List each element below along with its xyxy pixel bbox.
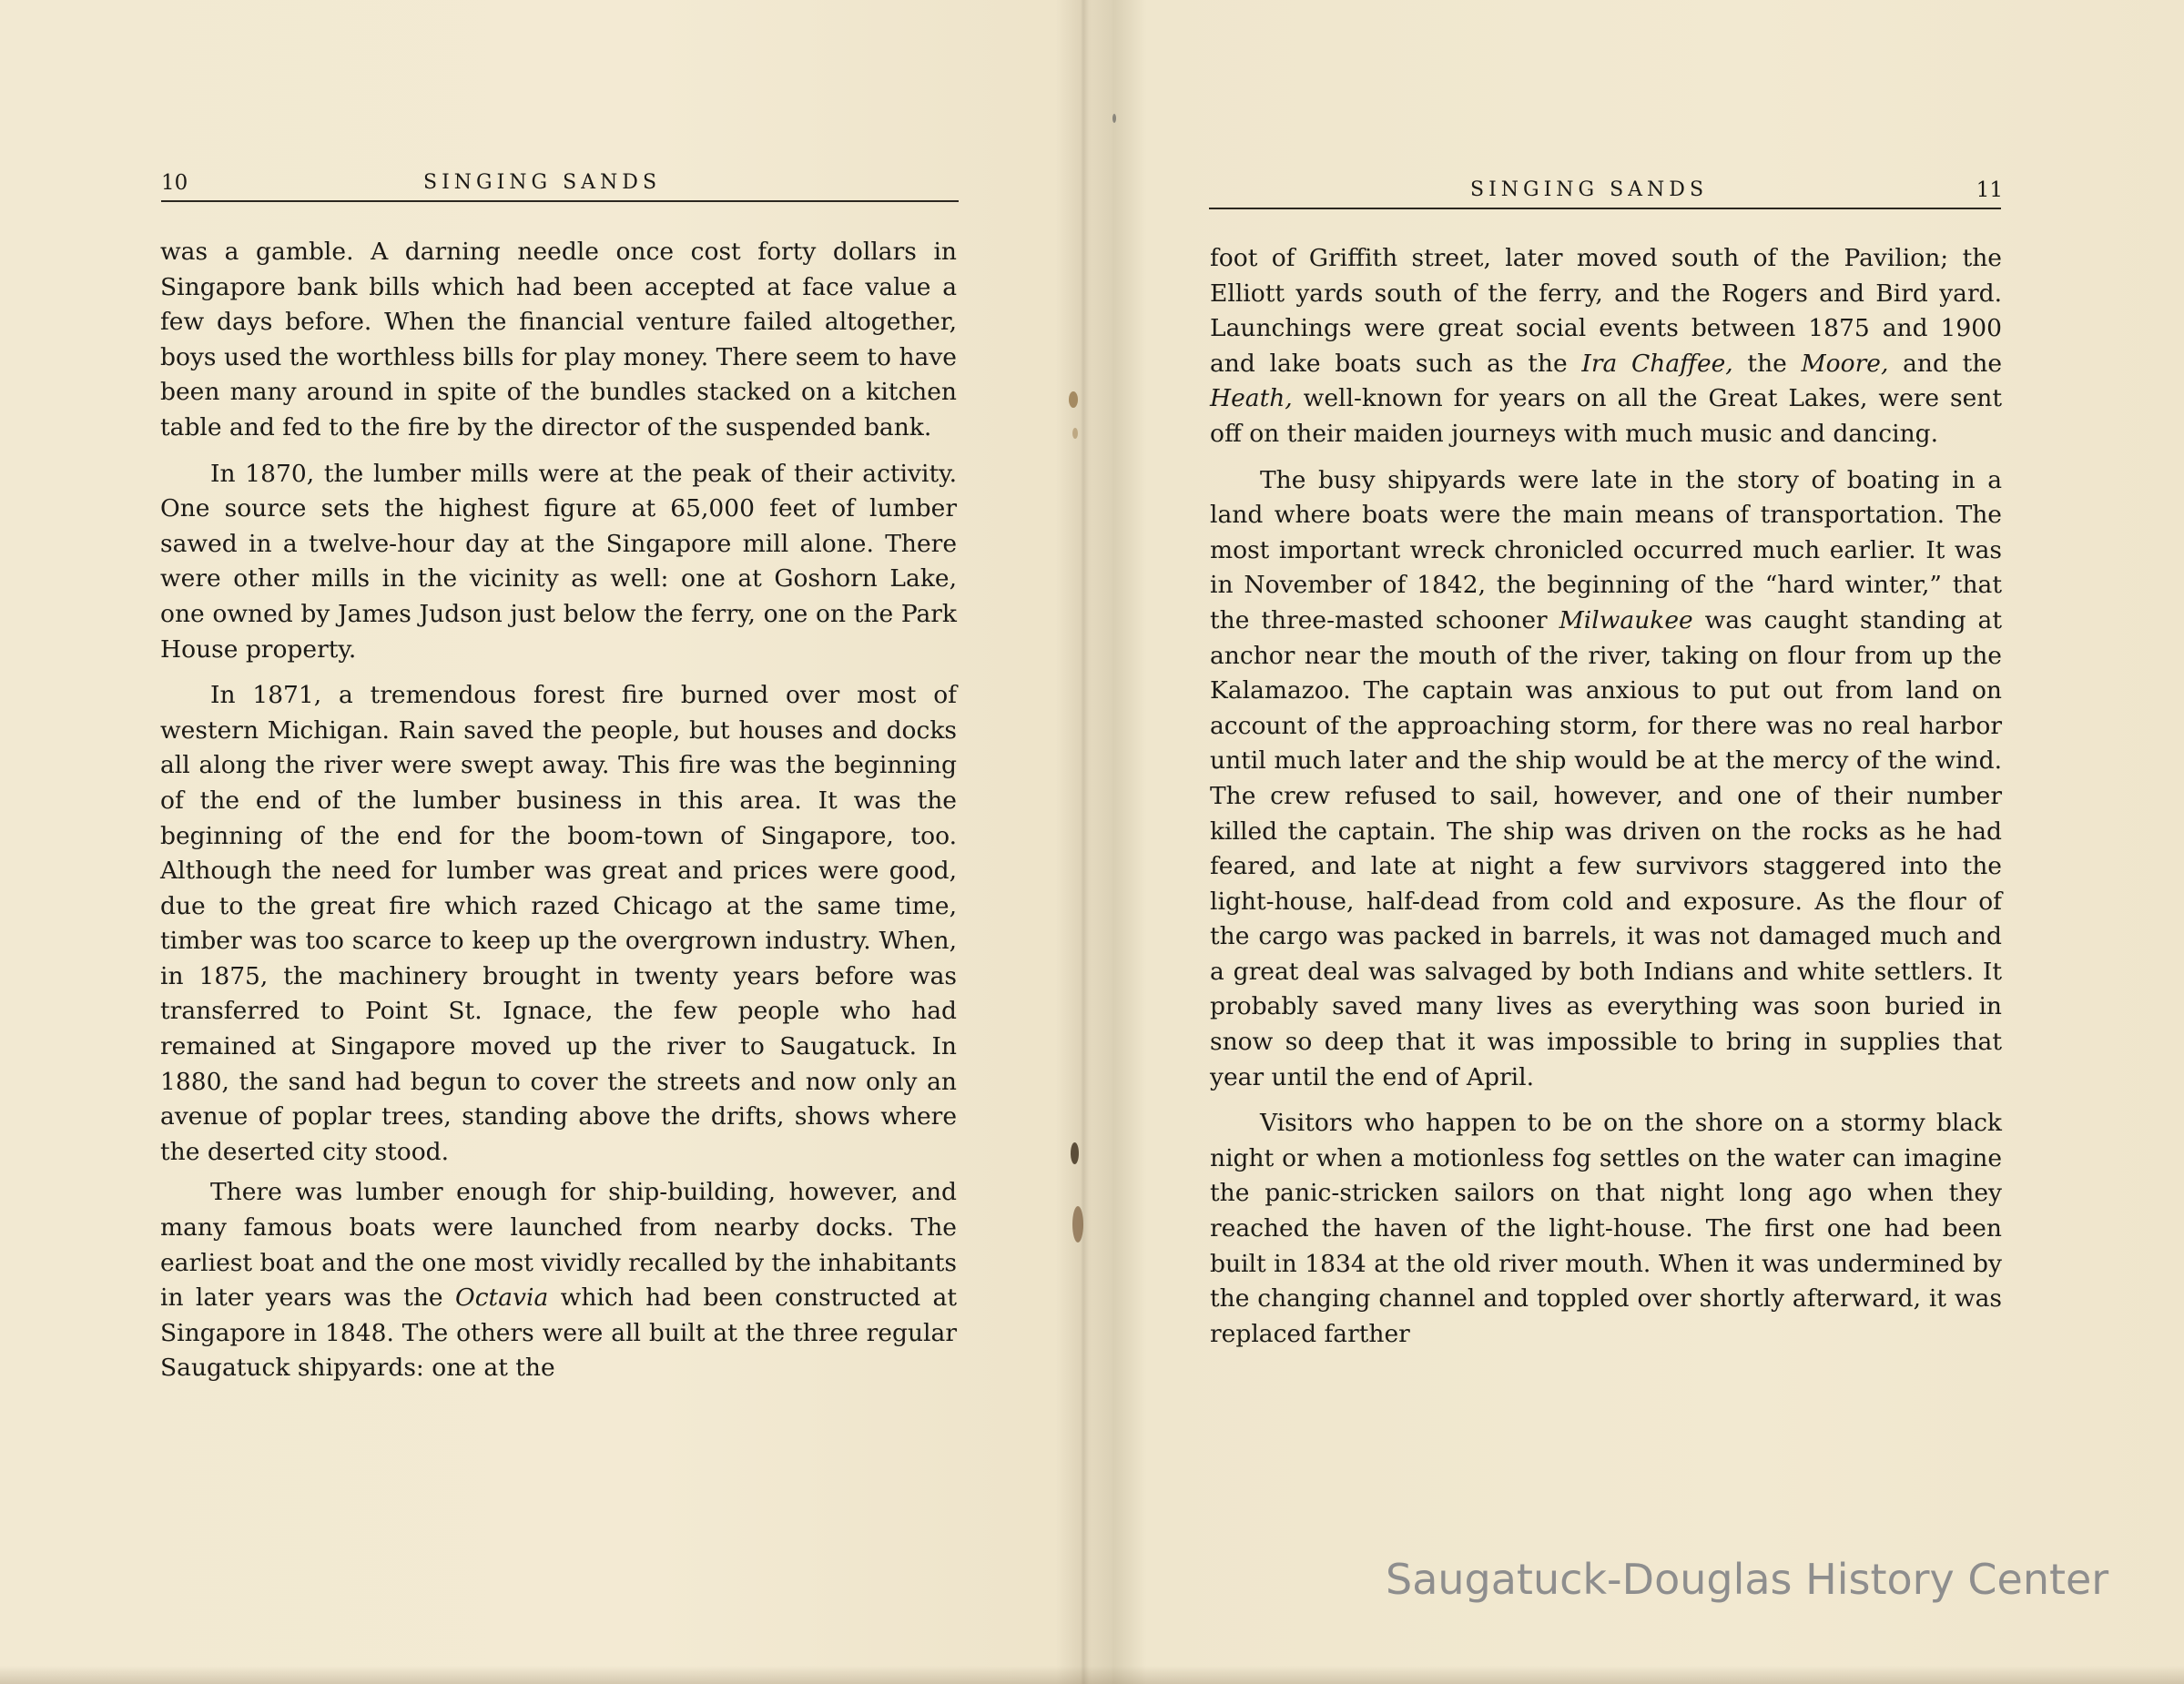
running-head-left [161, 171, 959, 197]
right-page [1083, 0, 2184, 1684]
paragraph [1210, 463, 2002, 1096]
running-head-title-right: SINGING SANDS [1470, 178, 1709, 201]
watermark: Saugatuck-Douglas History Center [1386, 1555, 2109, 1604]
paragraph-text: There was lumber enough for ship-building, however, and many famous boats were launched from nearby docks. The earliest boat and the one most vividly recalled by the inhabitants in later years was the [160, 1178, 957, 1313]
paragraph: In 1871, a tremendous forest fire burned over most of western Michigan. Rain saved the people, but houses and docks all along the river were swept away. This fire was the beginning of the end of the lumber business in this area. It was the beginning of the end for the boom-town of Singapore, too. Although the need for lumber was great and prices were good, due to the great fire which razed Chicago at the same time, timber was too scarce to keep up the overgrown industry. When, in 1875, the machinery brought in twenty years before was transferred to Point St. Ignace, the few people who had remained at Singapore moved up the river to Saugatuck. In 1880, the sand had begun to cover the streets and now only an avenue of poplar trees, standing above the drifts, shows where the deserted city stood. [160, 681, 957, 1166]
boat-name: Ira Chaffee, [1581, 349, 1733, 378]
paragraph-text: which had been constructed at Singapore in 1848. The others were all built at the three regular Saugatuck shipyards: one at the [160, 1283, 957, 1383]
paragraph-text: was caught standing at anchor near the mouth of the river, taking on flour from up the Kalamazoo. The captain was anxious to put out from land on account of the approaching storm, for there was no real harbor until much later and the ship would be at the mercy of the wind. The crew refused to sail, however, and one of their number killed the captain. The ship was driven on the rocks as he had feared, and late at night a few survivors staggered into the light-house, half-dead from cold and exposure. As the flour of the cargo was packed in barrels, it was not damaged much and a great deal was salvaged by both Indians and white settlers. It probably saved many lives as everything was soon buried in snow so deep that it was impossible to bring in supplies that year until the end of April. [1210, 605, 2002, 1091]
paragraph-text: and the [1888, 349, 2003, 378]
paragraph: In 1870, the lumber mills were at the peak of their activity. One source sets the highest figure at 65,000 feet of lumber sawed in a twelve-hour day at the Singapore mill alone. There were other mills in the vicinity as well: one at Goshorn Lake, one owned by James Judson just below the ferry, one on the Park House property. [160, 459, 957, 664]
paragraph-text: the [1732, 349, 1802, 378]
paragraph: was a gamble. A darning needle once cost forty dollars in Singapore bank bills which had been accepted at face value a few days before. When the financial venture failed altogether, boys used the worthless bills for play money. There seem to have been many around in spite of the bundles stacked on a kitchen table and fed to the fire by the director of the suspended bank. [160, 238, 957, 441]
boat-name: Heath, [1210, 384, 1293, 413]
paragraph-text: The busy shipyards were late in the story of boating in a land where boats were the main means of transportation. The most important wreck chronicled occurred much earlier. It was in November of 1842, the beginning of the “hard winter,” that the three-masted schooner [1210, 465, 2002, 634]
header-rule-left [161, 200, 959, 202]
paragraph [1210, 241, 2002, 452]
boat-name: Milwaukee [1559, 605, 1693, 634]
boat-name: Moore, [1801, 349, 1889, 378]
paragraph: Visitors who happen to be on the shore on a stormy black night or when a motionless fog settles on the water can imagine the panic-stricken sailors on that night long ago when they reached the haven of the light-house. The first one had been built in 1834 at the old river mouth. When it was undermined by the changing channel and toppled over shortly afterward, it was replaced farther [1210, 1109, 2002, 1348]
boat-name: Octavia [454, 1283, 549, 1313]
header-rule-right [1209, 208, 2001, 209]
paragraph-text: foot of Griffith street, later moved south of the Pavilion; the Elliott yards south of the ferry, and the Rogers and Bird yard. Launchings were great social events between 1875 and 1900 and lake boats such as the [1210, 244, 2002, 378]
paragraph-text: well-known for years on all the Great Lakes, were sent off on their maiden journeys with much music and dancing. [1210, 384, 2002, 448]
page-number-right: 11 [1976, 178, 2003, 202]
paragraph [160, 1175, 957, 1386]
running-head-right [1211, 178, 2003, 204]
body-text-left [160, 235, 957, 1397]
page-number-left: 10 [161, 171, 188, 195]
body-text-right [1210, 241, 2002, 1363]
left-page [0, 0, 1083, 1684]
running-head-title-left: SINGING SANDS [423, 171, 662, 194]
